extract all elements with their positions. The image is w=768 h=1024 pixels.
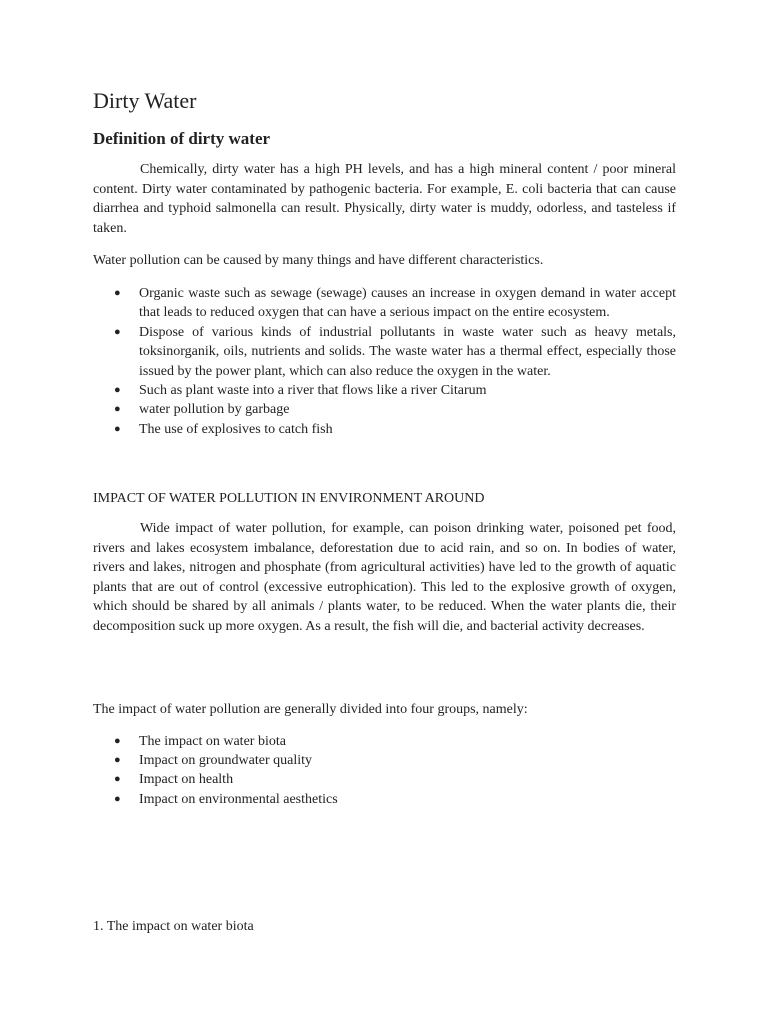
list-item-text: Impact on groundwater quality <box>139 753 313 769</box>
list-item <box>93 284 676 323</box>
list-item-text: The impact on water biota <box>139 734 286 749</box>
bullet-icon: ● <box>114 754 121 767</box>
impact-groups-intro: The impact of water pollution are generally divided into four groups, namely: <box>93 702 528 717</box>
impact-paragraph: Wide impact of water pollution, for example, can poison drinking water, poisoned pet food, rivers and lakes ecosystem imbalance, deforestation due to acid rain, and so on. In bodies of water, rivers and lakes, nitrogen and phosphate (from agricultural activities) have led to the growth of aquatic plants that are out of control (excessive eutrophication). This led to the explosive growth of oxygen, which should be shared by all animals / plants water, to be reduced. When the water plants die, their decomposition suck up more oxygen. As a result, the fish will die, and bacterial activity decreases. <box>93 521 676 634</box>
bullet-icon: ● <box>114 384 121 397</box>
impact-groups-list <box>93 732 676 809</box>
list-item <box>93 732 676 751</box>
list-item <box>93 323 676 381</box>
list-item-text: Dispose of various kinds of industrial pollutants in waste water such as heavy metals, toksinorganik, oils, nutrients and solids. The waste water has a thermal effect, especially those issued by the power plant, which can also reduce the oxygen in the water. <box>139 324 676 379</box>
section-heading-definition: Definition of dirty water <box>93 129 271 148</box>
list-item-text: Impact on health <box>139 772 234 788</box>
bullet-icon: ● <box>114 773 121 786</box>
bullet-icon: ● <box>114 325 121 338</box>
list-item <box>93 770 676 789</box>
causes-list <box>93 284 676 439</box>
list-item <box>93 400 676 419</box>
list-item <box>93 381 676 400</box>
bullet-icon: ● <box>114 735 121 747</box>
bullet-icon: ● <box>114 422 121 435</box>
definition-paragraph: Chemically, dirty water has a high PH levels, and has a high mineral content / poor mineral content. Dirty water contaminated by pathogenic bacteria. For example, E. coli bacteria that can cause diarrhea and typhoid salmonella can result. Physically, dirty water is muddy, odorless, and tasteless if taken. <box>93 162 676 236</box>
list-item-text: The use of explosives to catch fish <box>139 421 333 437</box>
document-title: Dirty Water <box>93 88 197 113</box>
list-item <box>93 790 676 809</box>
list-item <box>93 751 676 770</box>
list-item-text: Such as plant waste into a river that flows like a river Citarum <box>139 383 487 399</box>
section-heading-water-biota: 1. The impact on water biota <box>93 919 254 934</box>
section-heading-impact: IMPACT OF WATER POLLUTION IN ENVIRONMENT AROUND <box>93 491 485 506</box>
list-item-text: Impact on environmental aesthetics <box>139 791 338 807</box>
list-item-text: water pollution by garbage <box>139 402 290 418</box>
bullet-icon: ● <box>114 792 121 805</box>
list-item <box>93 420 676 439</box>
list-item-text: Organic waste such as sewage (sewage) causes an increase in oxygen demand in water accept that leads to reduced oxygen that can have a serious impact on the entire ecosystem. <box>139 286 676 321</box>
bullet-icon: ● <box>114 287 121 299</box>
causes-intro-paragraph: Water pollution can be caused by many things and have different characteristics. <box>93 253 544 268</box>
bullet-icon: ● <box>114 403 121 416</box>
